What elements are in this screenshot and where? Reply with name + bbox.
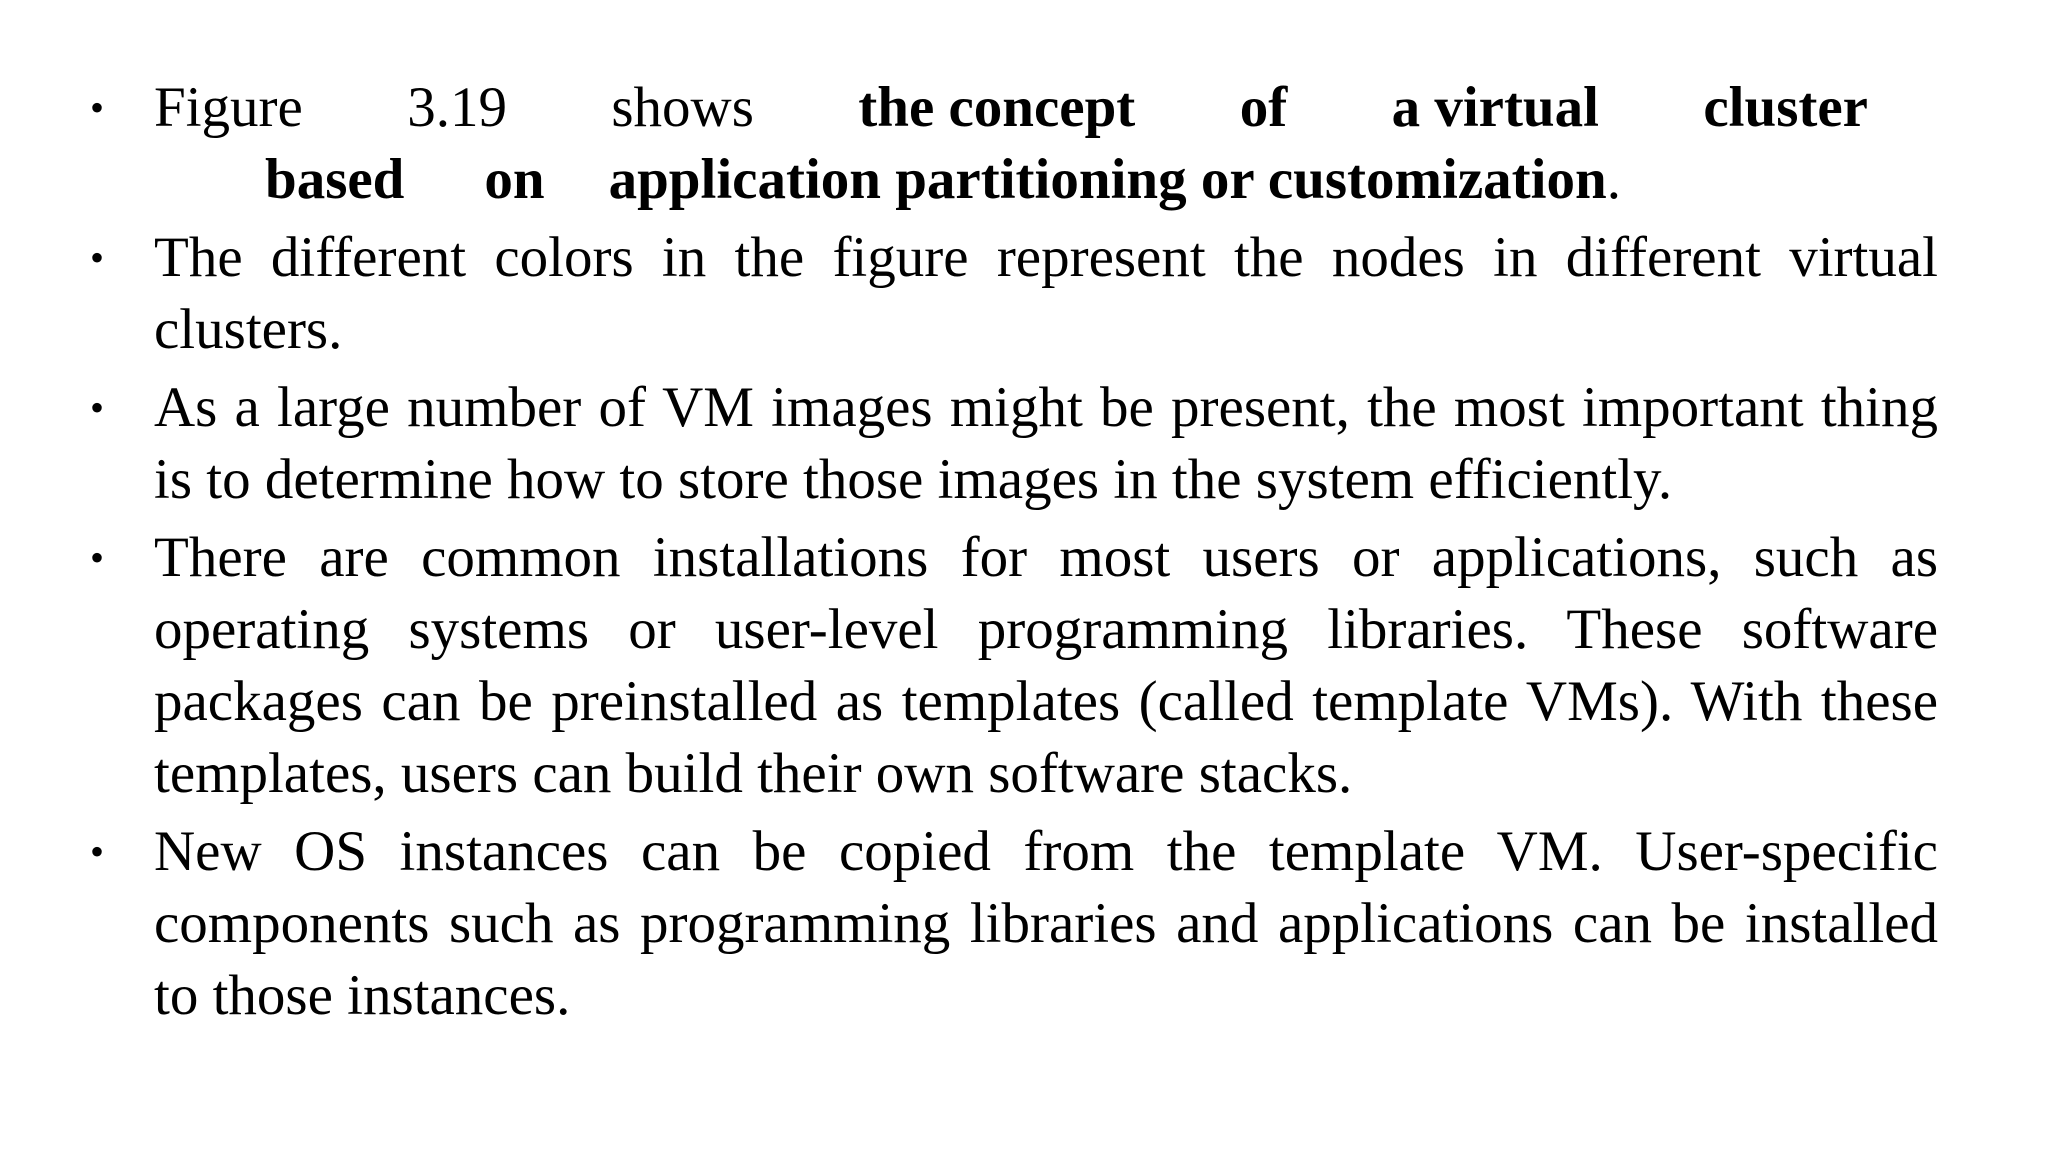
bullet-item-2 bbox=[86, 222, 1938, 366]
bullet-1-period: . bbox=[1606, 148, 1621, 211]
bullet-marker: • bbox=[90, 829, 105, 874]
bullet-1-line-1 bbox=[154, 72, 1938, 144]
bullet-1-line-2 bbox=[154, 144, 1938, 216]
bullet-4-text: There are common installations for most users or applications, such as operating systems or user-level programming libraries. These software packages can be preinstalled as templates (called template VMs). With these templates, users can build their own software stacks. bbox=[154, 526, 1938, 805]
bullet-1-bold-phrase: of bbox=[1239, 76, 1288, 139]
bullet-marker: • bbox=[90, 535, 105, 580]
bullet-1-bold-phrase: a virtual bbox=[1391, 76, 1599, 139]
bullet-2-text: The different colors in the figure represent the nodes in different virtual clusters. bbox=[154, 226, 1938, 361]
bullet-3-text: As a large number of VM images might be present, the most important thing is to determine how to store those images in the system efficiently. bbox=[154, 376, 1938, 511]
bullet-marker: • bbox=[90, 235, 105, 280]
bullet-marker: • bbox=[90, 385, 105, 430]
bullet-item-1 bbox=[86, 72, 1938, 216]
bullet-1-bold-phrase: the concept bbox=[858, 76, 1136, 139]
bullet-1-bold-phrase: cluster bbox=[1703, 76, 1868, 139]
bullet-1-bold-phrase: based bbox=[265, 148, 405, 211]
bullet-5-text: New OS instances can be copied from the template VM. User-specific components such as programming libraries and applications can be installed to those instances. bbox=[154, 820, 1938, 1027]
bullet-1-bold-phrase: on bbox=[484, 148, 545, 211]
bullet-item-4 bbox=[86, 522, 1938, 810]
bullet-list bbox=[86, 72, 1938, 1032]
bullet-1-word: shows bbox=[611, 76, 754, 139]
slide-body bbox=[86, 72, 1938, 1038]
bullet-1-word: Figure bbox=[154, 76, 303, 139]
bullet-marker: • bbox=[90, 85, 105, 130]
bullet-item-5 bbox=[86, 816, 1938, 1032]
bullet-1-word: 3.19 bbox=[407, 76, 507, 139]
bullet-item-3 bbox=[86, 372, 1938, 516]
bullet-1-bold-phrase: application partitioning or customization bbox=[608, 148, 1607, 211]
